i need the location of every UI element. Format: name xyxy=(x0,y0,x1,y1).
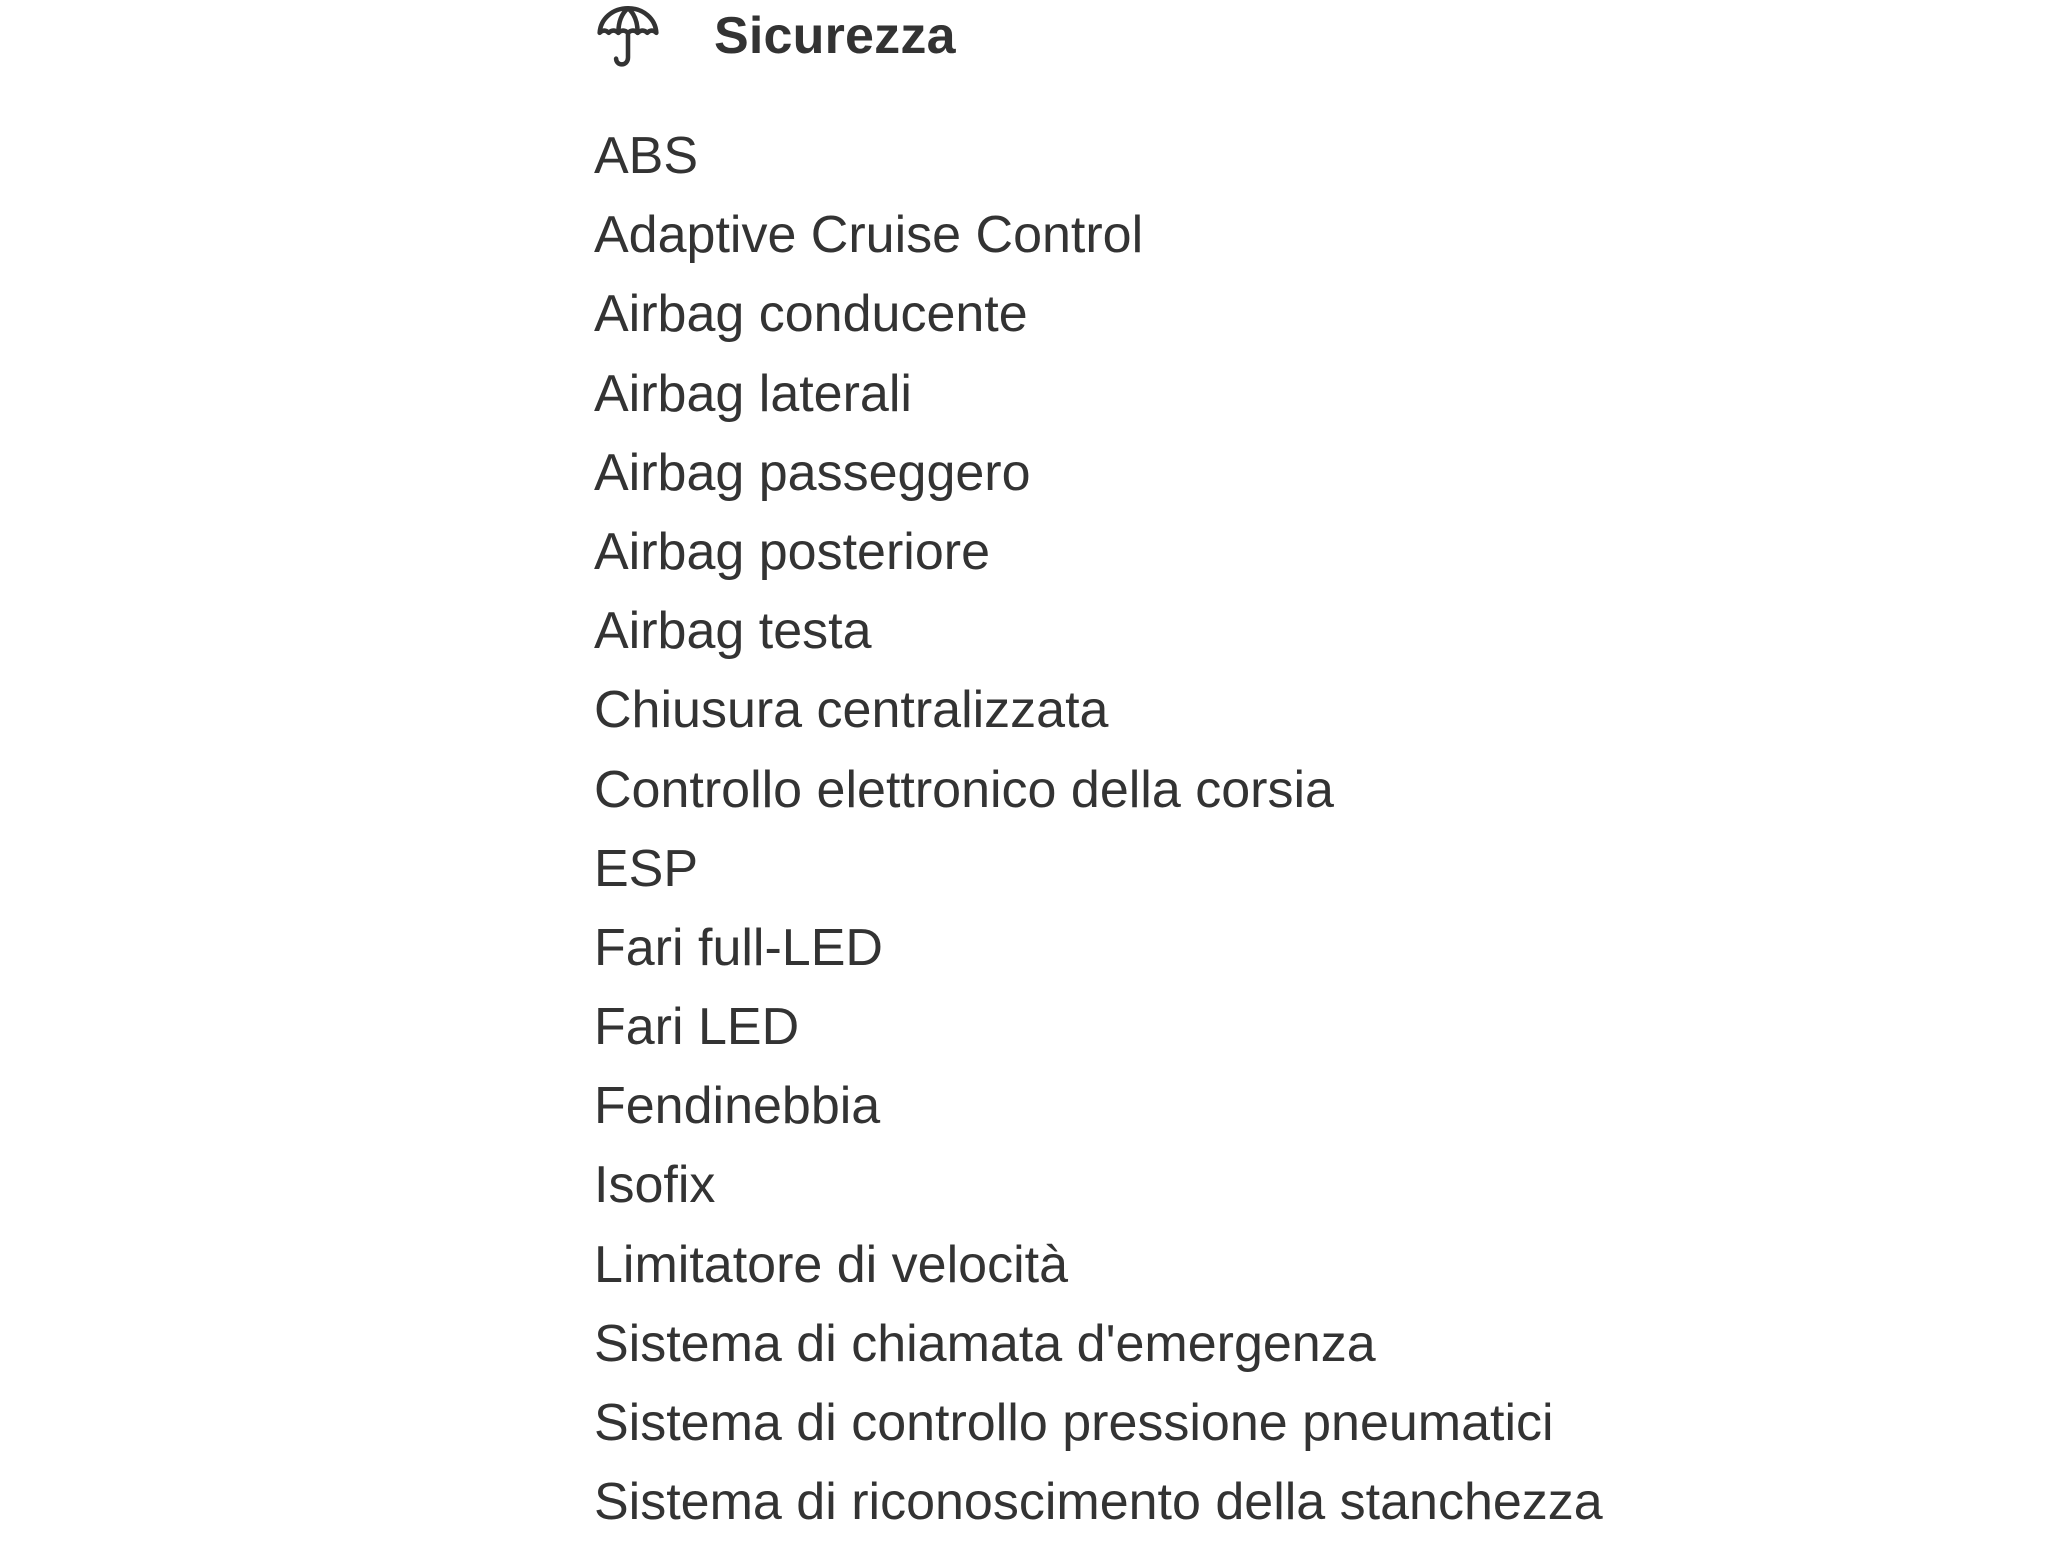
feature-item: ESP xyxy=(594,839,699,898)
feature-item: Fari full-LED xyxy=(594,918,883,977)
feature-item: Isofix xyxy=(594,1156,716,1215)
feature-list xyxy=(594,117,1603,1542)
section-header xyxy=(594,0,1994,72)
safety-section xyxy=(594,0,1994,1532)
feature-item: Sistema di controllo pressione pneumatici xyxy=(594,1394,1554,1452)
feature-item: Fendinebbia xyxy=(594,1077,881,1136)
feature-item: Adaptive Cruise Control xyxy=(594,206,1144,265)
feature-item: Airbag passeggero xyxy=(594,443,1031,502)
feature-item: ABS xyxy=(594,127,699,185)
feature-item: Sistema di chiamata d'emergenza xyxy=(594,1314,1376,1373)
feature-item: Chiusura centralizzata xyxy=(594,681,1109,740)
feature-item: Controllo elettronico della corsia xyxy=(594,760,1334,819)
feature-item: Limitatore di velocità xyxy=(594,1235,1068,1294)
feature-item: Sistema di riconoscimento della stanchezza xyxy=(594,1473,1603,1532)
feature-item: Airbag posteriore xyxy=(594,522,990,581)
feature-item: Airbag testa xyxy=(594,602,872,661)
feature-item: Airbag conducente xyxy=(594,285,1028,344)
umbrella-icon xyxy=(594,0,666,72)
feature-item: Airbag laterali xyxy=(594,364,912,423)
section-title: Sicurezza xyxy=(714,7,956,65)
feature-item: Fari LED xyxy=(594,998,800,1057)
